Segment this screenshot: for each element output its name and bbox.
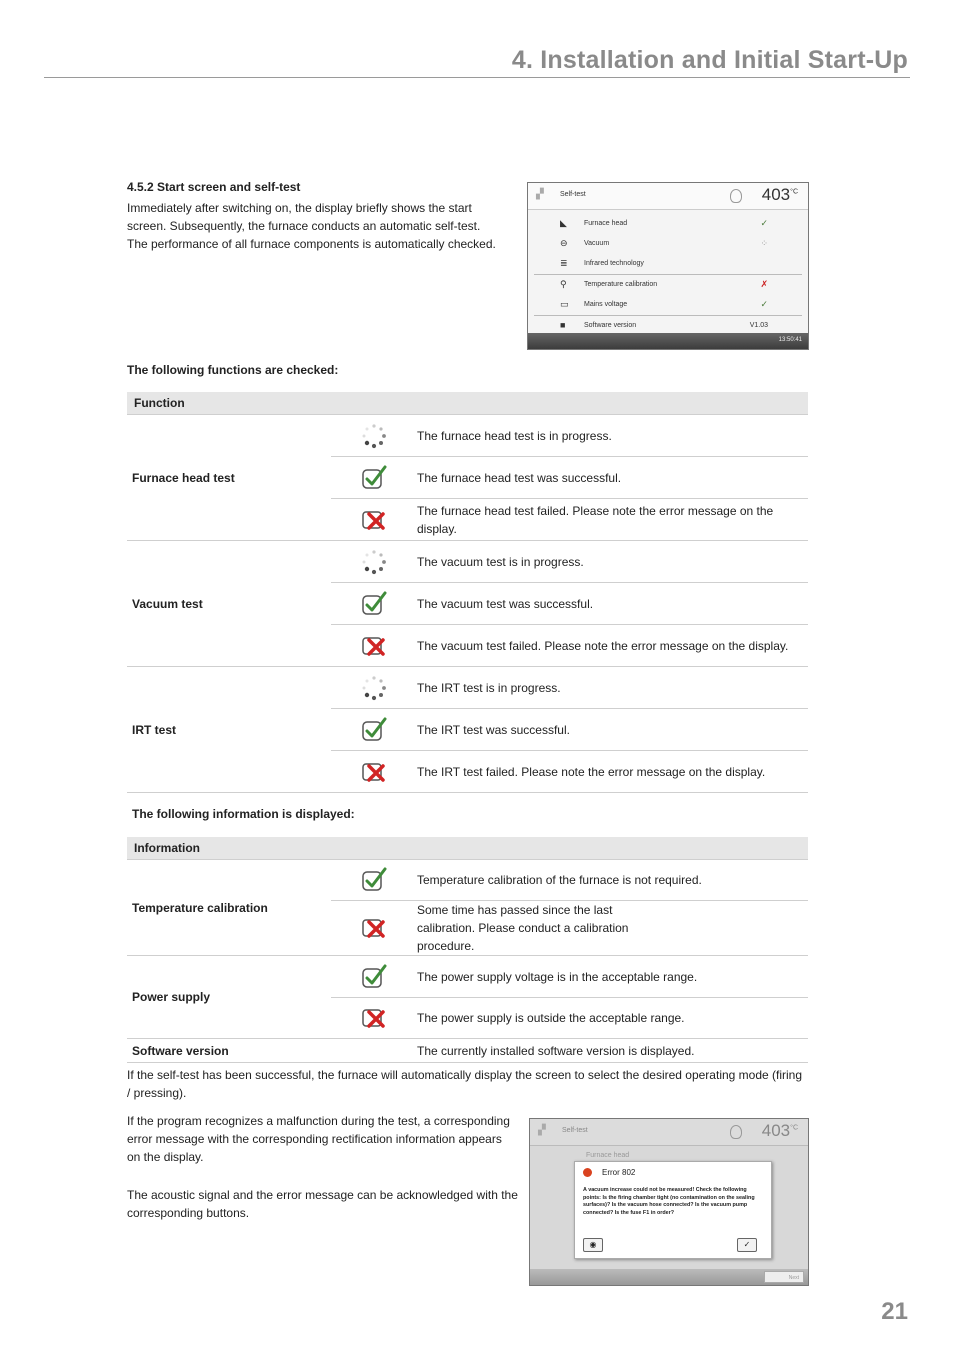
row-label: Infrared technology xyxy=(584,260,644,267)
chapter-title: 4. Installation and Initial Start-Up xyxy=(511,46,908,74)
fail-cross-icon xyxy=(331,998,417,1039)
intro-line: screen. Subsequently, the furnace conducts an automatic self-test. xyxy=(127,219,481,233)
function-description: The IRT test was successful. xyxy=(417,709,808,751)
table-row xyxy=(127,541,808,583)
software-icon: ■ xyxy=(560,320,566,330)
section-heading: 4.5.2 Start screen and self-test xyxy=(127,180,301,194)
error-screenshot xyxy=(529,1118,809,1286)
info-name: Software version xyxy=(127,1039,331,1063)
screen-header xyxy=(528,183,808,210)
intro-paragraph xyxy=(127,199,522,253)
table-row xyxy=(127,860,808,901)
fail-icon: ✗ xyxy=(760,279,768,289)
success-check-icon xyxy=(331,956,417,998)
vacuum-icon: ⊖ xyxy=(560,238,568,248)
header-divider xyxy=(44,77,910,78)
info-name: Temperature calibration xyxy=(127,860,331,956)
function-name: Vacuum test xyxy=(127,541,331,667)
self-test-screenshot xyxy=(527,182,809,350)
infrared-icon: ≣ xyxy=(560,258,568,268)
temperature-readout xyxy=(762,1121,798,1141)
screen-footer xyxy=(528,333,808,349)
temperature-value: 403 xyxy=(761,185,791,204)
screen-header xyxy=(530,1119,808,1146)
success-check-icon xyxy=(331,709,417,751)
table-header: Function xyxy=(127,392,808,415)
intro-line: Immediately after switching on, the display briefly shows the start xyxy=(127,201,472,215)
function-description: The vacuum test is in progress. xyxy=(417,541,808,583)
software-version-value: V1.03 xyxy=(749,322,768,329)
self-test-row-mains xyxy=(528,295,808,315)
progress-icon xyxy=(331,541,417,583)
mute-sound-button[interactable]: ◉ xyxy=(583,1238,603,1252)
acoustic-paragraph: The acoustic signal and the error message can be acknowledged with the corresponding buttons. xyxy=(127,1188,518,1220)
temperature-unit: °C xyxy=(790,188,798,196)
table-header: Information xyxy=(127,837,808,860)
success-check-icon xyxy=(331,457,417,499)
confirm-button[interactable]: ✓ xyxy=(737,1238,757,1252)
error-title: Error 802 xyxy=(602,1168,636,1177)
functions-caption: The following functions are checked: xyxy=(127,363,339,377)
page-number: 21 xyxy=(881,1298,908,1325)
fail-cross-icon xyxy=(331,499,417,541)
device-logo-icon: ▞ xyxy=(536,189,544,200)
table-row xyxy=(127,1039,808,1063)
error-message: A vacuum increase could not be measured! Check the following points: Is the firing chamber tight (no contamination on the sealing surfaces)? Is the vacuum hose connected? Is the vacuum pump connected? Is the fuse F1 in order? xyxy=(583,1187,755,1216)
check-icon: ✓ xyxy=(760,218,768,228)
mains-icon: ▭ xyxy=(560,299,569,309)
table-row xyxy=(127,956,808,998)
fail-cross-icon xyxy=(331,751,417,793)
function-description: The IRT test failed. Please note the error message on the display. xyxy=(417,751,808,793)
fail-cross-icon xyxy=(331,625,417,667)
function-description: The vacuum test was successful. xyxy=(417,583,808,625)
after-success-paragraph: If the self-test has been successful, the furnace will automatically display the screen to select the desired operating mode (firing / pressing). xyxy=(127,1068,803,1100)
heating-icon xyxy=(730,189,742,203)
function-name: Furnace head test xyxy=(127,415,331,541)
empty-icon-cell xyxy=(331,1039,417,1063)
info-caption: The following information is displayed: xyxy=(132,807,355,821)
self-test-row-vacuum xyxy=(528,234,808,254)
function-description: The furnace head test failed. Please note the error message on the display. xyxy=(417,499,808,541)
progress-icon xyxy=(331,415,417,457)
error-dialog xyxy=(574,1161,772,1259)
function-table xyxy=(127,392,808,793)
error-icon xyxy=(583,1168,592,1177)
progress-icon: ⁘ xyxy=(760,238,768,248)
heating-icon xyxy=(730,1125,742,1139)
row-label: Mains voltage xyxy=(584,301,628,308)
self-test-row-furnace-head xyxy=(528,214,808,234)
row-label: Vacuum xyxy=(584,240,610,247)
table-row xyxy=(127,415,808,457)
screen-title: Self-test xyxy=(560,191,586,198)
function-description: The vacuum test failed. Please note the error message on the display. xyxy=(417,625,808,667)
row-label: Furnace head xyxy=(584,220,628,227)
clock-time: 13:50:41 xyxy=(778,337,802,343)
row-label: Temperature calibration xyxy=(584,281,658,288)
device-logo-icon: ▞ xyxy=(538,1125,546,1136)
success-check-icon xyxy=(331,583,417,625)
information-table xyxy=(127,837,808,1063)
furnace-head-icon: ◣ xyxy=(560,218,567,228)
temperature-value: 403 xyxy=(761,1121,791,1140)
row-label: Software version xyxy=(584,322,637,329)
info-description: The currently installed software version is displayed. xyxy=(417,1039,808,1063)
check-icon: ✓ xyxy=(760,299,768,309)
screen-footer xyxy=(530,1269,808,1285)
screen-title: Self-test xyxy=(562,1127,588,1134)
next-button[interactable]: Next xyxy=(764,1271,804,1283)
row-label: Furnace head xyxy=(586,1152,630,1159)
malfunction-paragraph: If the program recognizes a malfunction during the test, a corresponding error message with the corresponding rectification information appears on the display. xyxy=(127,1114,510,1164)
fail-cross-icon xyxy=(331,901,417,956)
calibration-icon: ⚲ xyxy=(560,279,567,289)
table-row xyxy=(127,667,808,709)
function-description: The furnace head test was successful. xyxy=(417,457,808,499)
temperature-unit: °C xyxy=(790,1124,798,1132)
success-check-icon xyxy=(331,860,417,901)
info-description: The power supply is outside the acceptable range. xyxy=(417,998,808,1039)
info-name: Power supply xyxy=(127,956,331,1039)
self-test-row-calibration xyxy=(534,274,802,295)
info-description: Temperature calibration of the furnace is not required. xyxy=(417,860,808,901)
function-name: IRT test xyxy=(127,667,331,793)
self-test-row-infrared xyxy=(528,254,808,274)
function-description: The furnace head test is in progress. xyxy=(417,415,808,457)
temperature-readout xyxy=(762,185,798,205)
info-description: The power supply voltage is in the acceptable range. xyxy=(417,956,808,998)
function-description: The IRT test is in progress. xyxy=(417,667,808,709)
intro-line: The performance of all furnace components is automatically checked. xyxy=(127,237,496,251)
progress-icon xyxy=(331,667,417,709)
info-description: Some time has passed since the last calibration. Please conduct a calibration procedure. xyxy=(417,901,808,956)
